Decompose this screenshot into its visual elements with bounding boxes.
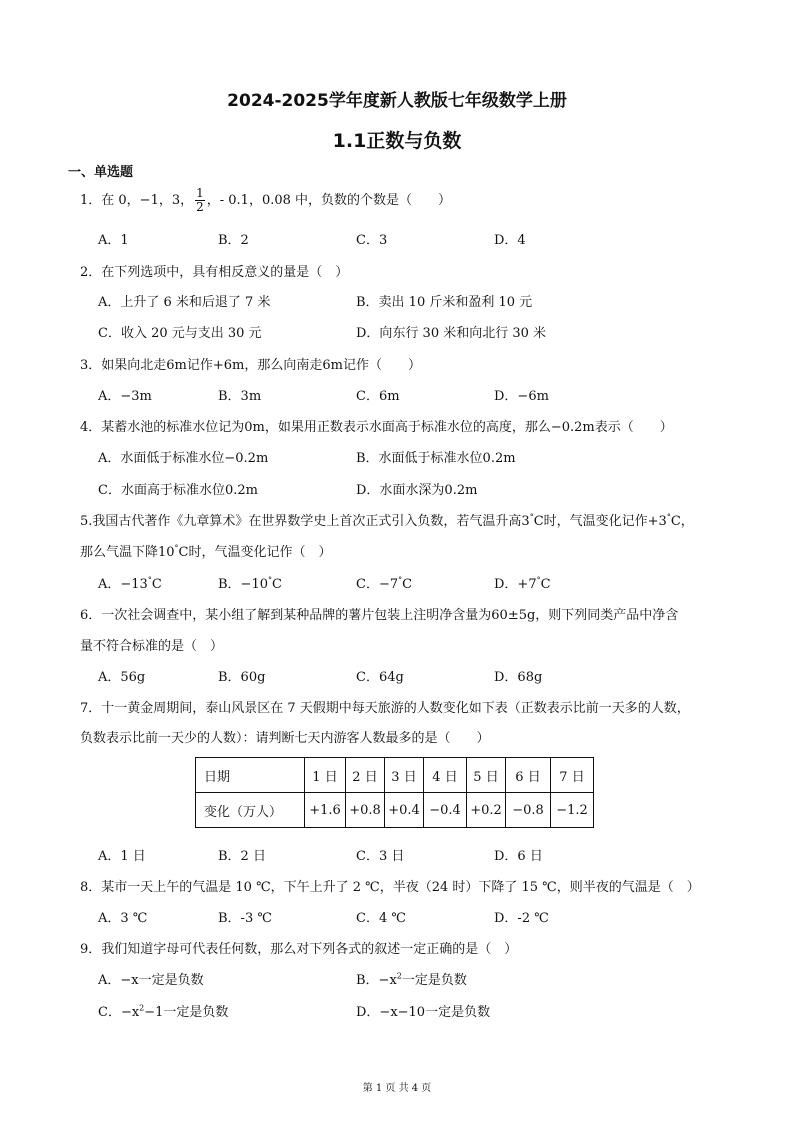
q1-option-b: B．2: [218, 233, 249, 248]
q5-option-a: A．−13°C: [98, 575, 162, 592]
q3-option-b: B．3m: [218, 389, 262, 404]
q7-option-c: C．3 日: [356, 849, 405, 864]
question-7-line-1: 7．十一黄金周期间，泰山风景区在 7 天假期中每天旅游的人数变化如下表（正数表示比前一天多的人数，: [80, 701, 690, 716]
table-cell: +0.4: [385, 793, 424, 828]
q5-option-b: B．−10°C: [218, 575, 282, 592]
table-cell: −0.8: [506, 793, 551, 828]
table-cell: 变化（万人）: [196, 793, 305, 828]
table-row: [196, 793, 594, 828]
q1-option-c: C．3: [356, 233, 388, 248]
q2-option-c: C．收入 20 元与支出 30 元: [98, 326, 262, 341]
q1-option-d: D．4: [494, 233, 526, 248]
table-cell: −1.2: [551, 793, 594, 828]
question-5-line-2: 那么气温下降10°C时，气温变化记作（ ）: [80, 543, 332, 560]
table-cell: 5 日: [467, 758, 506, 793]
page-title: 2024-2025学年度新人教版七年级数学上册: [227, 91, 567, 111]
question-1: 1．在 0，−1，3， $\frac{1}{2}$ ，- 0.1，0.08 中，负数的个数是（ ）: [80, 186, 452, 214]
table-cell: 2 日: [346, 758, 385, 793]
q7-option-a: A．1 日: [98, 849, 146, 864]
q6-option-b: B．60g: [218, 670, 266, 685]
fraction: $\frac{1}{2}$: [196, 186, 204, 214]
q6-option-c: C．64g: [356, 670, 404, 685]
question-5-line-1: 5.我国古代著作《九章算术》在世界数学史上首次正式引入负数，若气温升高3°C时，气温变化记作+3°C，: [80, 512, 694, 529]
table-cell: 6 日: [506, 758, 551, 793]
question-6-line-1: 6．一次社会调查中，某小组了解到某种品牌的薯片包装上注明净含量为60±5g，则下列同类产品中净含: [80, 608, 679, 623]
q8-option-d: D．-2 ℃: [494, 911, 549, 926]
table-cell: 4 日: [424, 758, 467, 793]
question-4: 4．某蓄水池的标准水位记为0m，如果用正数表示水面高于标准水位的高度，那么−0.2m表示（ ）: [80, 420, 673, 435]
q9-option-a: A．−x一定是负数: [98, 973, 204, 988]
table-cell: 3 日: [385, 758, 424, 793]
q5-option-c: C．−7°C: [356, 575, 413, 592]
table-cell: +0.2: [467, 793, 506, 828]
q7-option-b: B．2 日: [218, 849, 266, 864]
q4-option-b: B．水面低于标准水位0.2m: [356, 451, 516, 466]
table-cell: 日期: [196, 758, 305, 793]
section-heading: 一、单选题: [68, 165, 134, 180]
q1-option-a: A．1: [98, 233, 129, 248]
q2-option-b: B．卖出 10 斤米和盈利 10 元: [356, 295, 533, 310]
question-6-line-2: 量不符合标准的是（ ）: [80, 639, 224, 654]
q2-option-d: D．向东行 30 米和向北行 30 米: [356, 326, 547, 341]
q2-option-a: A．上升了 6 米和后退了 7 米: [98, 295, 271, 310]
q8-option-c: C．4 ℃: [356, 911, 406, 926]
q7-option-d: D．6 日: [494, 849, 543, 864]
question-8: 8．某市一天上午的气温是 10 ℃，下午上升了 2 ℃，半夜（24 时）下降了 15 ℃，则半夜的气温是（ ）: [80, 880, 700, 895]
page-footer: 第 1 页 共 4 页: [362, 1083, 432, 1094]
table-cell: 1 日: [305, 758, 346, 793]
q4-option-a: A．水面低于标准水位−0.2m: [98, 451, 269, 466]
q4-option-d: D．水面水深为0.2m: [356, 483, 478, 498]
table-cell: 7 日: [551, 758, 594, 793]
q8-option-b: B．-3 ℃: [218, 911, 272, 926]
table-cell: −0.4: [424, 793, 467, 828]
q3-option-d: D．−6m: [494, 389, 549, 404]
page-subtitle: 1.1正数与负数: [332, 130, 462, 152]
q9-option-c: C．$-x^2-1$一定是负数: [98, 1003, 229, 1020]
q6-option-d: D．68g: [494, 670, 543, 685]
q5-option-d: D．+7°C: [494, 575, 551, 592]
q9-option-d: D．−x−10一定是负数: [356, 1005, 491, 1020]
question-3: 3．如果向北走6m记作+6m，那么向南走6m记作（ ）: [80, 358, 421, 373]
table-row: [196, 758, 594, 793]
q6-option-a: A．56g: [98, 670, 146, 685]
question-9: 9．我们知道字母可代表任何数，那么对下列各式的叙述一定正确的是（ ）: [80, 942, 518, 957]
table-cell: +1.6: [305, 793, 346, 828]
question-2: 2．在下列选项中，具有相反意义的量是（ ）: [80, 265, 349, 280]
table-cell: +0.8: [346, 793, 385, 828]
q8-option-a: A．3 ℃: [98, 911, 148, 926]
q9-option-b: B．$-x^2$一定是负数: [356, 971, 467, 988]
q3-option-c: C．6m: [356, 389, 400, 404]
question-7-line-2: 负数表示比前一天少的人数）：请判断七天内游客人数最多的是（ ）: [80, 731, 490, 746]
tourist-change-table: [195, 757, 594, 828]
q3-option-a: A．−3m: [98, 389, 152, 404]
q4-option-c: C．水面高于标准水位0.2m: [98, 483, 258, 498]
